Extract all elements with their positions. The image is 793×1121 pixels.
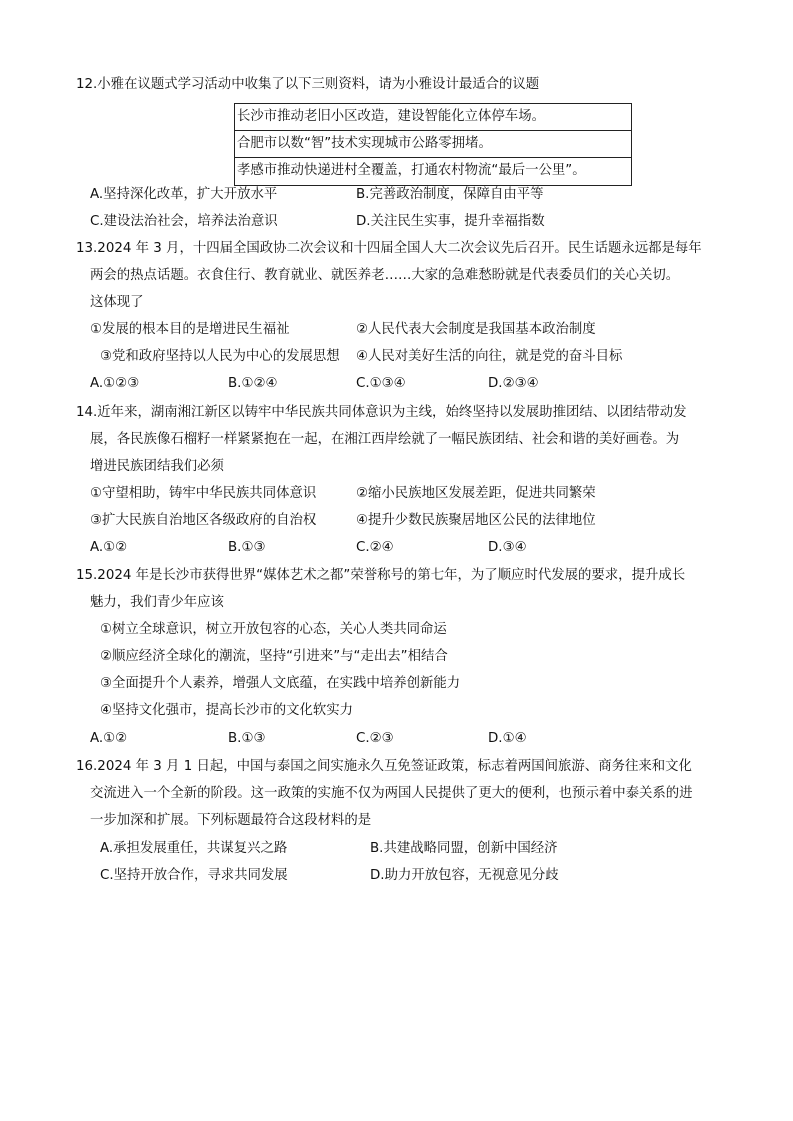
q12-material-2: 合肥市以数“智”技术实现城市公路零拥堵。 xyxy=(235,131,631,158)
q16-option-d: D.助力开放包容，无视意见分歧 xyxy=(370,868,559,883)
q14-stem-line-2: 展，各民族像石榴籽一样紧紧抱在一起，在湘江西岸绘就了一幅民族团结、社会和谐的美好画卷。为 xyxy=(90,432,680,447)
q12-option-c: C.建设法治社会，培养法治意识 xyxy=(90,214,278,229)
q14-stem-line-1: 14.近年来，湖南湘江新区以铸牢中华民族共同体意识为主线，始终坚持以发展助推团结、以团结带动发 xyxy=(76,405,687,420)
q13-option-c: C.①③④ xyxy=(356,376,406,391)
q12-option-b: B.完善政治制度，保障自由平等 xyxy=(356,187,544,202)
q16-option-a: A.承担发展重任，共谋复兴之路 xyxy=(100,841,288,856)
q16-option-c: C.坚持开放合作，寻求共同发展 xyxy=(100,868,288,883)
q15-stem-line-1: 15.2024 年是长沙市获得世界“媒体艺术之都”荣誉称号的第七年，为了顺应时代发展的要求，提升成长 xyxy=(76,568,686,583)
q15-option-c: C.②③ xyxy=(356,731,394,746)
q14-option-b: B.①③ xyxy=(228,540,266,555)
q15-statement-2: ②顺应经济全球化的潮流，坚持“引进来”与“走出去”相结合 xyxy=(100,649,448,664)
q13-option-b: B.①②④ xyxy=(228,376,278,391)
q15-statement-4: ④坚持文化强市，提高长沙市的文化软实力 xyxy=(100,703,354,718)
q12-material-1: 长沙市推动老旧小区改造，建设智能化立体停车场。 xyxy=(235,104,631,131)
q13-statement-2: ②人民代表大会制度是我国基本政治制度 xyxy=(356,322,596,337)
q15-option-d: D.①④ xyxy=(488,731,527,746)
q13-stem-line-2: 两会的热点话题。衣食住行、教育就业、就医养老……大家的急难愁盼就是代表委员们的关心关切。 xyxy=(90,268,680,283)
q12-option-d: D.关注民生实事，提升幸福指数 xyxy=(356,214,545,229)
q13-option-a: A.①②③ xyxy=(90,376,140,391)
q16-stem-line-1: 16.2024 年 3 月 1 日起，中国与泰国之间实施永久互免签证政策，标志着两国间旅游、商务往来和文化 xyxy=(76,759,692,774)
q14-statement-4: ④提升少数民族聚居地区公民的法律地位 xyxy=(356,513,596,528)
q14-statement-3: ③扩大民族自治地区各级政府的自治权 xyxy=(90,513,317,528)
q13-statement-1: ①发展的根本目的是增进民生福祉 xyxy=(90,322,290,337)
q16-stem-line-2: 交流进入一个全新的阶段。这一政策的实施不仅为两国人民提供了更大的便利，也预示着中泰关系的进 xyxy=(90,786,693,801)
q15-option-a: A.①② xyxy=(90,731,128,746)
q14-option-d: D.③④ xyxy=(488,540,527,555)
q16-option-b: B.共建战略同盟，创新中国经济 xyxy=(370,841,558,856)
q12-stem: 12.小雅在议题式学习活动中收集了以下三则资料，请为小雅设计最适合的议题 xyxy=(76,77,540,92)
q12-material-3: 孝感市推动快递进村全覆盖，打通农村物流“最后一公里”。 xyxy=(237,163,586,178)
q13-statement-3: ③党和政府坚持以人民为中心的发展思想 xyxy=(100,349,340,364)
q12-option-a: A.坚持深化改革，扩大开放水平 xyxy=(90,187,278,202)
q15-stem-line-2: 魅力，我们青少年应该 xyxy=(90,595,224,610)
q12-material-table xyxy=(234,103,632,186)
q13-stem-line-3: 这体现了 xyxy=(90,295,144,310)
q13-statement-4: ④人民对美好生活的向往，就是党的奋斗目标 xyxy=(356,349,623,364)
q14-statement-2: ②缩小民族地区发展差距，促进共同繁荣 xyxy=(356,486,596,501)
q15-option-b: B.①③ xyxy=(228,731,266,746)
q14-stem-line-3: 增进民族团结我们必须 xyxy=(90,459,224,474)
q15-statement-3: ③全面提升个人素养，增强人文底蕴，在实践中培养创新能力 xyxy=(100,676,461,691)
q13-option-d: D.②③④ xyxy=(488,376,539,391)
q14-option-c: C.②④ xyxy=(356,540,394,555)
q15-statement-1: ①树立全球意识，树立开放包容的心态，关心人类共同命运 xyxy=(100,622,447,637)
q16-stem-line-3: 一步加深和扩展。下列标题最符合这段材料的是 xyxy=(90,813,372,828)
q14-statement-1: ①守望相助，铸牢中华民族共同体意识 xyxy=(90,486,317,501)
q13-stem-line-1: 13.2024 年 3 月，十四届全国政协二次会议和十四届全国人大二次会议先后召开。民生话题永远都是每年 xyxy=(76,241,702,256)
q14-option-a: A.①② xyxy=(90,540,128,555)
